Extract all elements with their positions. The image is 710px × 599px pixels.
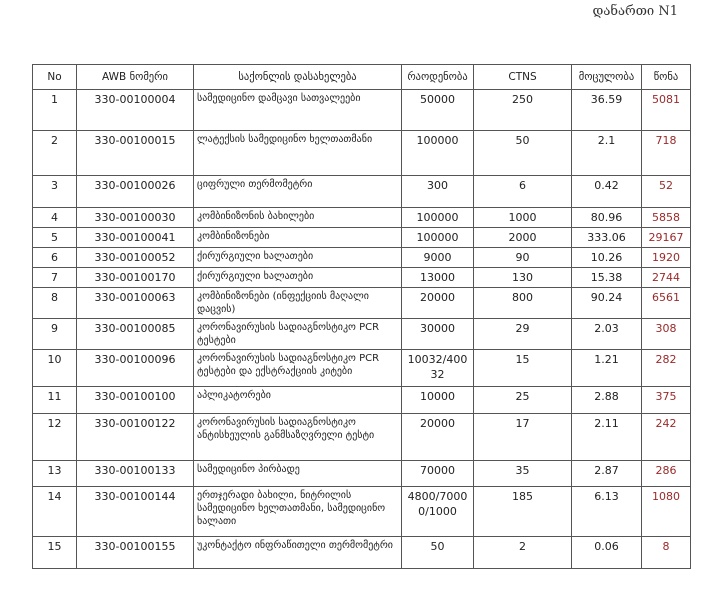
table-row bbox=[33, 248, 691, 268]
table-row bbox=[33, 350, 691, 387]
cell-no: 13 bbox=[33, 461, 77, 487]
cell-no: 3 bbox=[33, 176, 77, 208]
cell-ctns: 25 bbox=[474, 387, 572, 414]
table-row bbox=[33, 131, 691, 176]
cell-weight: 718 bbox=[642, 131, 691, 176]
cell-quantity: 20000 bbox=[402, 414, 474, 461]
cell-volume: 2.11 bbox=[572, 414, 642, 461]
cell-name: კორონავირუსის სადიაგნოსტიკო PCR ტესტები და ექსტრაქციის კიტები bbox=[194, 350, 402, 387]
cell-awb: 330-00100170 bbox=[77, 268, 194, 288]
cell-no: 7 bbox=[33, 268, 77, 288]
cell-awb: 330-00100096 bbox=[77, 350, 194, 387]
cell-ctns: 29 bbox=[474, 319, 572, 350]
shipment-table bbox=[32, 64, 691, 569]
cell-ctns: 90 bbox=[474, 248, 572, 268]
cell-quantity: 13000 bbox=[402, 268, 474, 288]
cell-weight: 2744 bbox=[642, 268, 691, 288]
cell-quantity: 50000 bbox=[402, 90, 474, 131]
cell-awb: 330-00100063 bbox=[77, 288, 194, 319]
table-row bbox=[33, 461, 691, 487]
cell-quantity: 10032/40032 bbox=[402, 350, 474, 387]
cell-awb: 330-00100030 bbox=[77, 208, 194, 228]
cell-name: ციფრული თერმომეტრი bbox=[194, 176, 402, 208]
cell-name: სამედიცინო დამცავი სათვალეები bbox=[194, 90, 402, 131]
cell-awb: 330-00100122 bbox=[77, 414, 194, 461]
table-row bbox=[33, 228, 691, 248]
cell-no: 14 bbox=[33, 487, 77, 537]
cell-weight: 29167 bbox=[642, 228, 691, 248]
cell-quantity: 50 bbox=[402, 537, 474, 569]
cell-name: სამედიცინო პირბადე bbox=[194, 461, 402, 487]
cell-weight: 242 bbox=[642, 414, 691, 461]
cell-ctns: 15 bbox=[474, 350, 572, 387]
cell-volume: 2.1 bbox=[572, 131, 642, 176]
cell-ctns: 185 bbox=[474, 487, 572, 537]
cell-quantity: 100000 bbox=[402, 208, 474, 228]
cell-weight: 282 bbox=[642, 350, 691, 387]
cell-weight: 1920 bbox=[642, 248, 691, 268]
table-row bbox=[33, 268, 691, 288]
cell-weight: 6561 bbox=[642, 288, 691, 319]
header-no: No bbox=[33, 65, 77, 90]
cell-weight: 5081 bbox=[642, 90, 691, 131]
cell-awb: 330-00100085 bbox=[77, 319, 194, 350]
cell-no: 6 bbox=[33, 248, 77, 268]
annex-title: დანართი N1 bbox=[592, 4, 678, 19]
cell-ctns: 35 bbox=[474, 461, 572, 487]
cell-no: 9 bbox=[33, 319, 77, 350]
cell-no: 10 bbox=[33, 350, 77, 387]
cell-volume: 10.26 bbox=[572, 248, 642, 268]
cell-name: ქირურგიული ხალათები bbox=[194, 248, 402, 268]
cell-name: კორონავირუსის სადიაგნოსტიკო ანტისხეულის განმსაზღვრელი ტესტი bbox=[194, 414, 402, 461]
cell-awb: 330-00100144 bbox=[77, 487, 194, 537]
cell-volume: 80.96 bbox=[572, 208, 642, 228]
cell-quantity: 20000 bbox=[402, 288, 474, 319]
header-awb: AWB ნომერი bbox=[77, 65, 194, 90]
cell-no: 1 bbox=[33, 90, 77, 131]
cell-volume: 6.13 bbox=[572, 487, 642, 537]
cell-awb: 330-00100100 bbox=[77, 387, 194, 414]
cell-no: 15 bbox=[33, 537, 77, 569]
cell-weight: 286 bbox=[642, 461, 691, 487]
cell-quantity: 30000 bbox=[402, 319, 474, 350]
table-row bbox=[33, 319, 691, 350]
cell-weight: 375 bbox=[642, 387, 691, 414]
cell-awb: 330-00100004 bbox=[77, 90, 194, 131]
cell-weight: 8 bbox=[642, 537, 691, 569]
cell-quantity: 100000 bbox=[402, 131, 474, 176]
table-row bbox=[33, 487, 691, 537]
cell-awb: 330-00100052 bbox=[77, 248, 194, 268]
cell-volume: 0.06 bbox=[572, 537, 642, 569]
cell-no: 12 bbox=[33, 414, 77, 461]
cell-volume: 2.87 bbox=[572, 461, 642, 487]
header-quantity: რაოდენობა bbox=[402, 65, 474, 90]
cell-quantity: 70000 bbox=[402, 461, 474, 487]
cell-name: კორონავირუსის სადიაგნოსტიკო PCR ტესტები bbox=[194, 319, 402, 350]
cell-volume: 90.24 bbox=[572, 288, 642, 319]
cell-quantity: 100000 bbox=[402, 228, 474, 248]
cell-awb: 330-00100026 bbox=[77, 176, 194, 208]
cell-no: 11 bbox=[33, 387, 77, 414]
cell-volume: 2.03 bbox=[572, 319, 642, 350]
cell-no: 8 bbox=[33, 288, 77, 319]
table-row bbox=[33, 90, 691, 131]
cell-ctns: 800 bbox=[474, 288, 572, 319]
cell-volume: 36.59 bbox=[572, 90, 642, 131]
cell-weight: 1080 bbox=[642, 487, 691, 537]
cell-weight: 5858 bbox=[642, 208, 691, 228]
table-row bbox=[33, 414, 691, 461]
table-row bbox=[33, 537, 691, 569]
header-weight: წონა bbox=[642, 65, 691, 90]
cell-no: 2 bbox=[33, 131, 77, 176]
table-row bbox=[33, 176, 691, 208]
header-volume: მოცულობა bbox=[572, 65, 642, 90]
cell-awb: 330-00100015 bbox=[77, 131, 194, 176]
cell-name: კომბინიზონები bbox=[194, 228, 402, 248]
cell-ctns: 6 bbox=[474, 176, 572, 208]
cell-name: ლატექსის სამედიცინო ხელთათმანი bbox=[194, 131, 402, 176]
cell-weight: 308 bbox=[642, 319, 691, 350]
table-row bbox=[33, 288, 691, 319]
cell-volume: 1.21 bbox=[572, 350, 642, 387]
cell-volume: 0.42 bbox=[572, 176, 642, 208]
cell-ctns: 130 bbox=[474, 268, 572, 288]
cell-no: 5 bbox=[33, 228, 77, 248]
cell-ctns: 17 bbox=[474, 414, 572, 461]
cell-name: კომბინიზონები (ინფექციის მაღალი დაცვის) bbox=[194, 288, 402, 319]
cell-name: ქირურგიული ხალათები bbox=[194, 268, 402, 288]
cell-quantity: 9000 bbox=[402, 248, 474, 268]
cell-weight: 52 bbox=[642, 176, 691, 208]
table-row bbox=[33, 208, 691, 228]
cell-ctns: 2 bbox=[474, 537, 572, 569]
cell-awb: 330-00100041 bbox=[77, 228, 194, 248]
cell-volume: 333.06 bbox=[572, 228, 642, 248]
cell-volume: 15.38 bbox=[572, 268, 642, 288]
cell-volume: 2.88 bbox=[572, 387, 642, 414]
header-row bbox=[33, 65, 691, 90]
cell-ctns: 1000 bbox=[474, 208, 572, 228]
cell-awb: 330-00100133 bbox=[77, 461, 194, 487]
table-row bbox=[33, 387, 691, 414]
cell-quantity: 300 bbox=[402, 176, 474, 208]
cell-name: აპლიკატორები bbox=[194, 387, 402, 414]
cell-name: ერთჯერადი ბახილი, ნიტრილის სამედიცინო ხელთათმანი, სამედიცინო ხალათი bbox=[194, 487, 402, 537]
cell-quantity: 10000 bbox=[402, 387, 474, 414]
cell-name: უკონტაქტო ინფრაწითელი თერმომეტრი bbox=[194, 537, 402, 569]
header-ctns: CTNS bbox=[474, 65, 572, 90]
cell-awb: 330-00100155 bbox=[77, 537, 194, 569]
cell-no: 4 bbox=[33, 208, 77, 228]
cell-ctns: 2000 bbox=[474, 228, 572, 248]
cell-ctns: 50 bbox=[474, 131, 572, 176]
cell-ctns: 250 bbox=[474, 90, 572, 131]
cell-name: კომბინიზონის ბახილები bbox=[194, 208, 402, 228]
header-name: საქონლის დასახელება bbox=[194, 65, 402, 90]
cell-quantity: 4800/70000/1000 bbox=[402, 487, 474, 537]
